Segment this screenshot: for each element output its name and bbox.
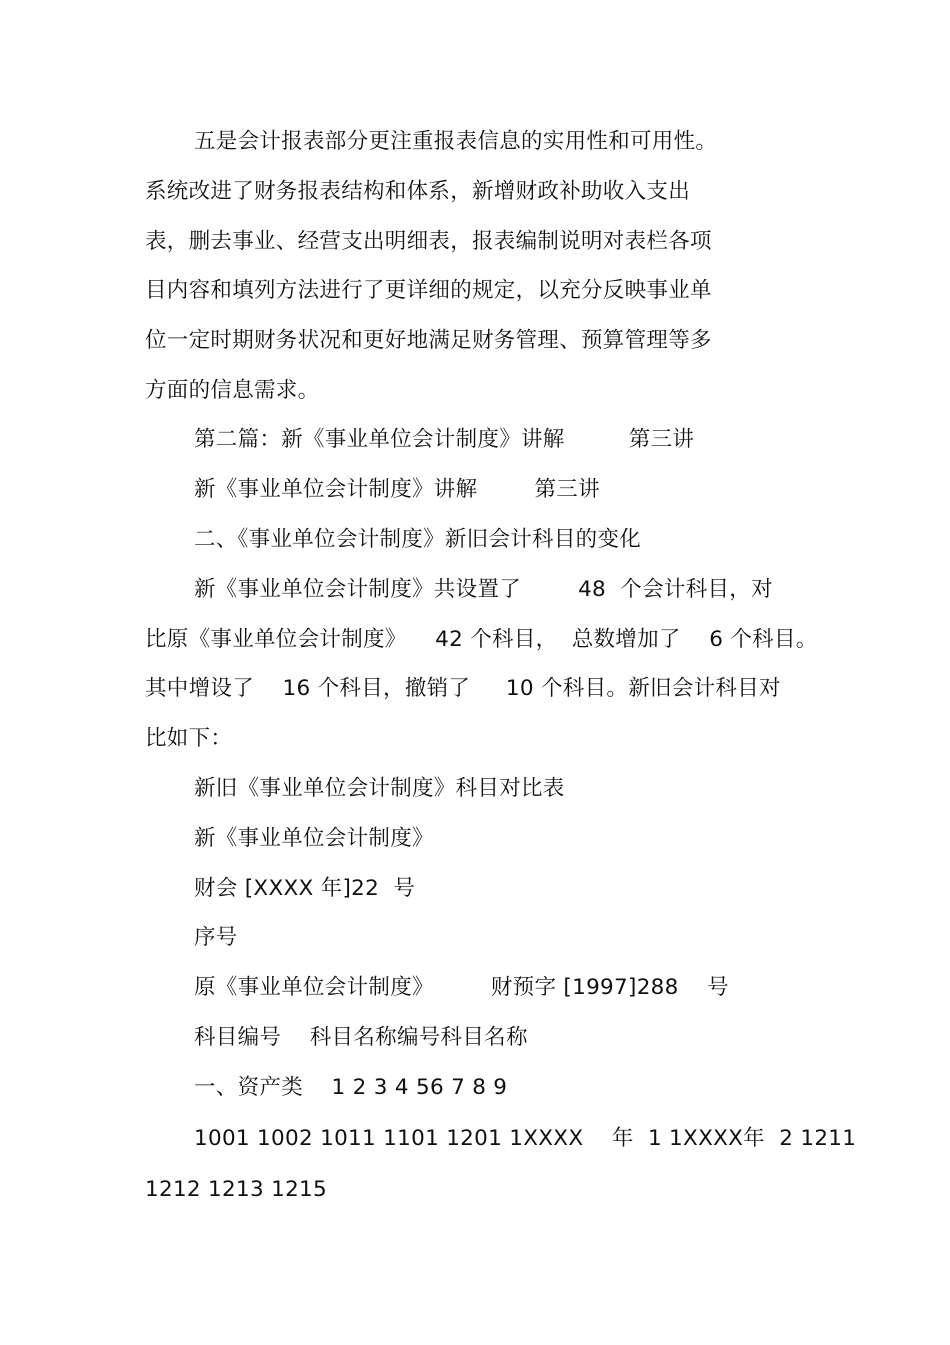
paragraph-line: 比如下： xyxy=(145,726,233,751)
paragraph-line: 其中增设了 16 个科目，撤销了 10 个科目。新旧会计科目对 xyxy=(145,676,781,701)
paragraph-line: 五是会计报表部分更注重报表信息的实用性和可用性。 xyxy=(194,129,718,154)
section-heading: 第二篇：新《事业单位会计制度》讲解 第三讲 xyxy=(194,427,695,452)
section-heading: 二、《事业单位会计制度》新旧会计科目的变化 xyxy=(194,527,642,552)
paragraph-line: 新《事业单位会计制度》共设置了 48 个会计科目，对 xyxy=(194,577,773,602)
paragraph-line: 目内容和填列方法进行了更详细的规定，以充分反映事业单 xyxy=(145,278,712,303)
table-row-line: 1212 1213 1215 xyxy=(145,1177,328,1202)
table-row-line: 一、资产类 1 2 3 4 56 7 8 9 xyxy=(194,1075,508,1100)
table-header-line: 科目编号 科目名称编号科目名称 xyxy=(194,1025,528,1050)
paragraph-line: 系统改进了财务报表结构和体系，新增财政补助收入支出 xyxy=(145,179,691,204)
table-header-line: 序号 xyxy=(194,925,238,950)
paragraph-line: 比原《事业单位会计制度》 42 个科目， 总数增加了 6 个科目。 xyxy=(145,627,818,652)
paragraph-line: 位一定时期财务状况和更好地满足财务管理、预算管理等多 xyxy=(145,328,712,353)
table-header-line: 新《事业单位会计制度》 xyxy=(194,826,434,851)
section-heading: 新《事业单位会计制度》讲解 第三讲 xyxy=(194,477,600,502)
paragraph-line: 方面的信息需求。 xyxy=(145,378,320,403)
table-header-line: 原《事业单位会计制度》 财预字 [1997]288 号 xyxy=(194,975,729,1000)
table-header-line: 财会 [XXXX 年]22 号 xyxy=(194,876,416,901)
table-title: 新旧《事业单位会计制度》科目对比表 xyxy=(194,776,565,801)
paragraph-line: 表，删去事业、经营支出明细表，报表编制说明对表栏各项 xyxy=(145,229,712,254)
table-row-line: 1001 1002 1011 1101 1201 1XXXX 年 1 1XXXX年 2 1211 xyxy=(194,1126,857,1151)
